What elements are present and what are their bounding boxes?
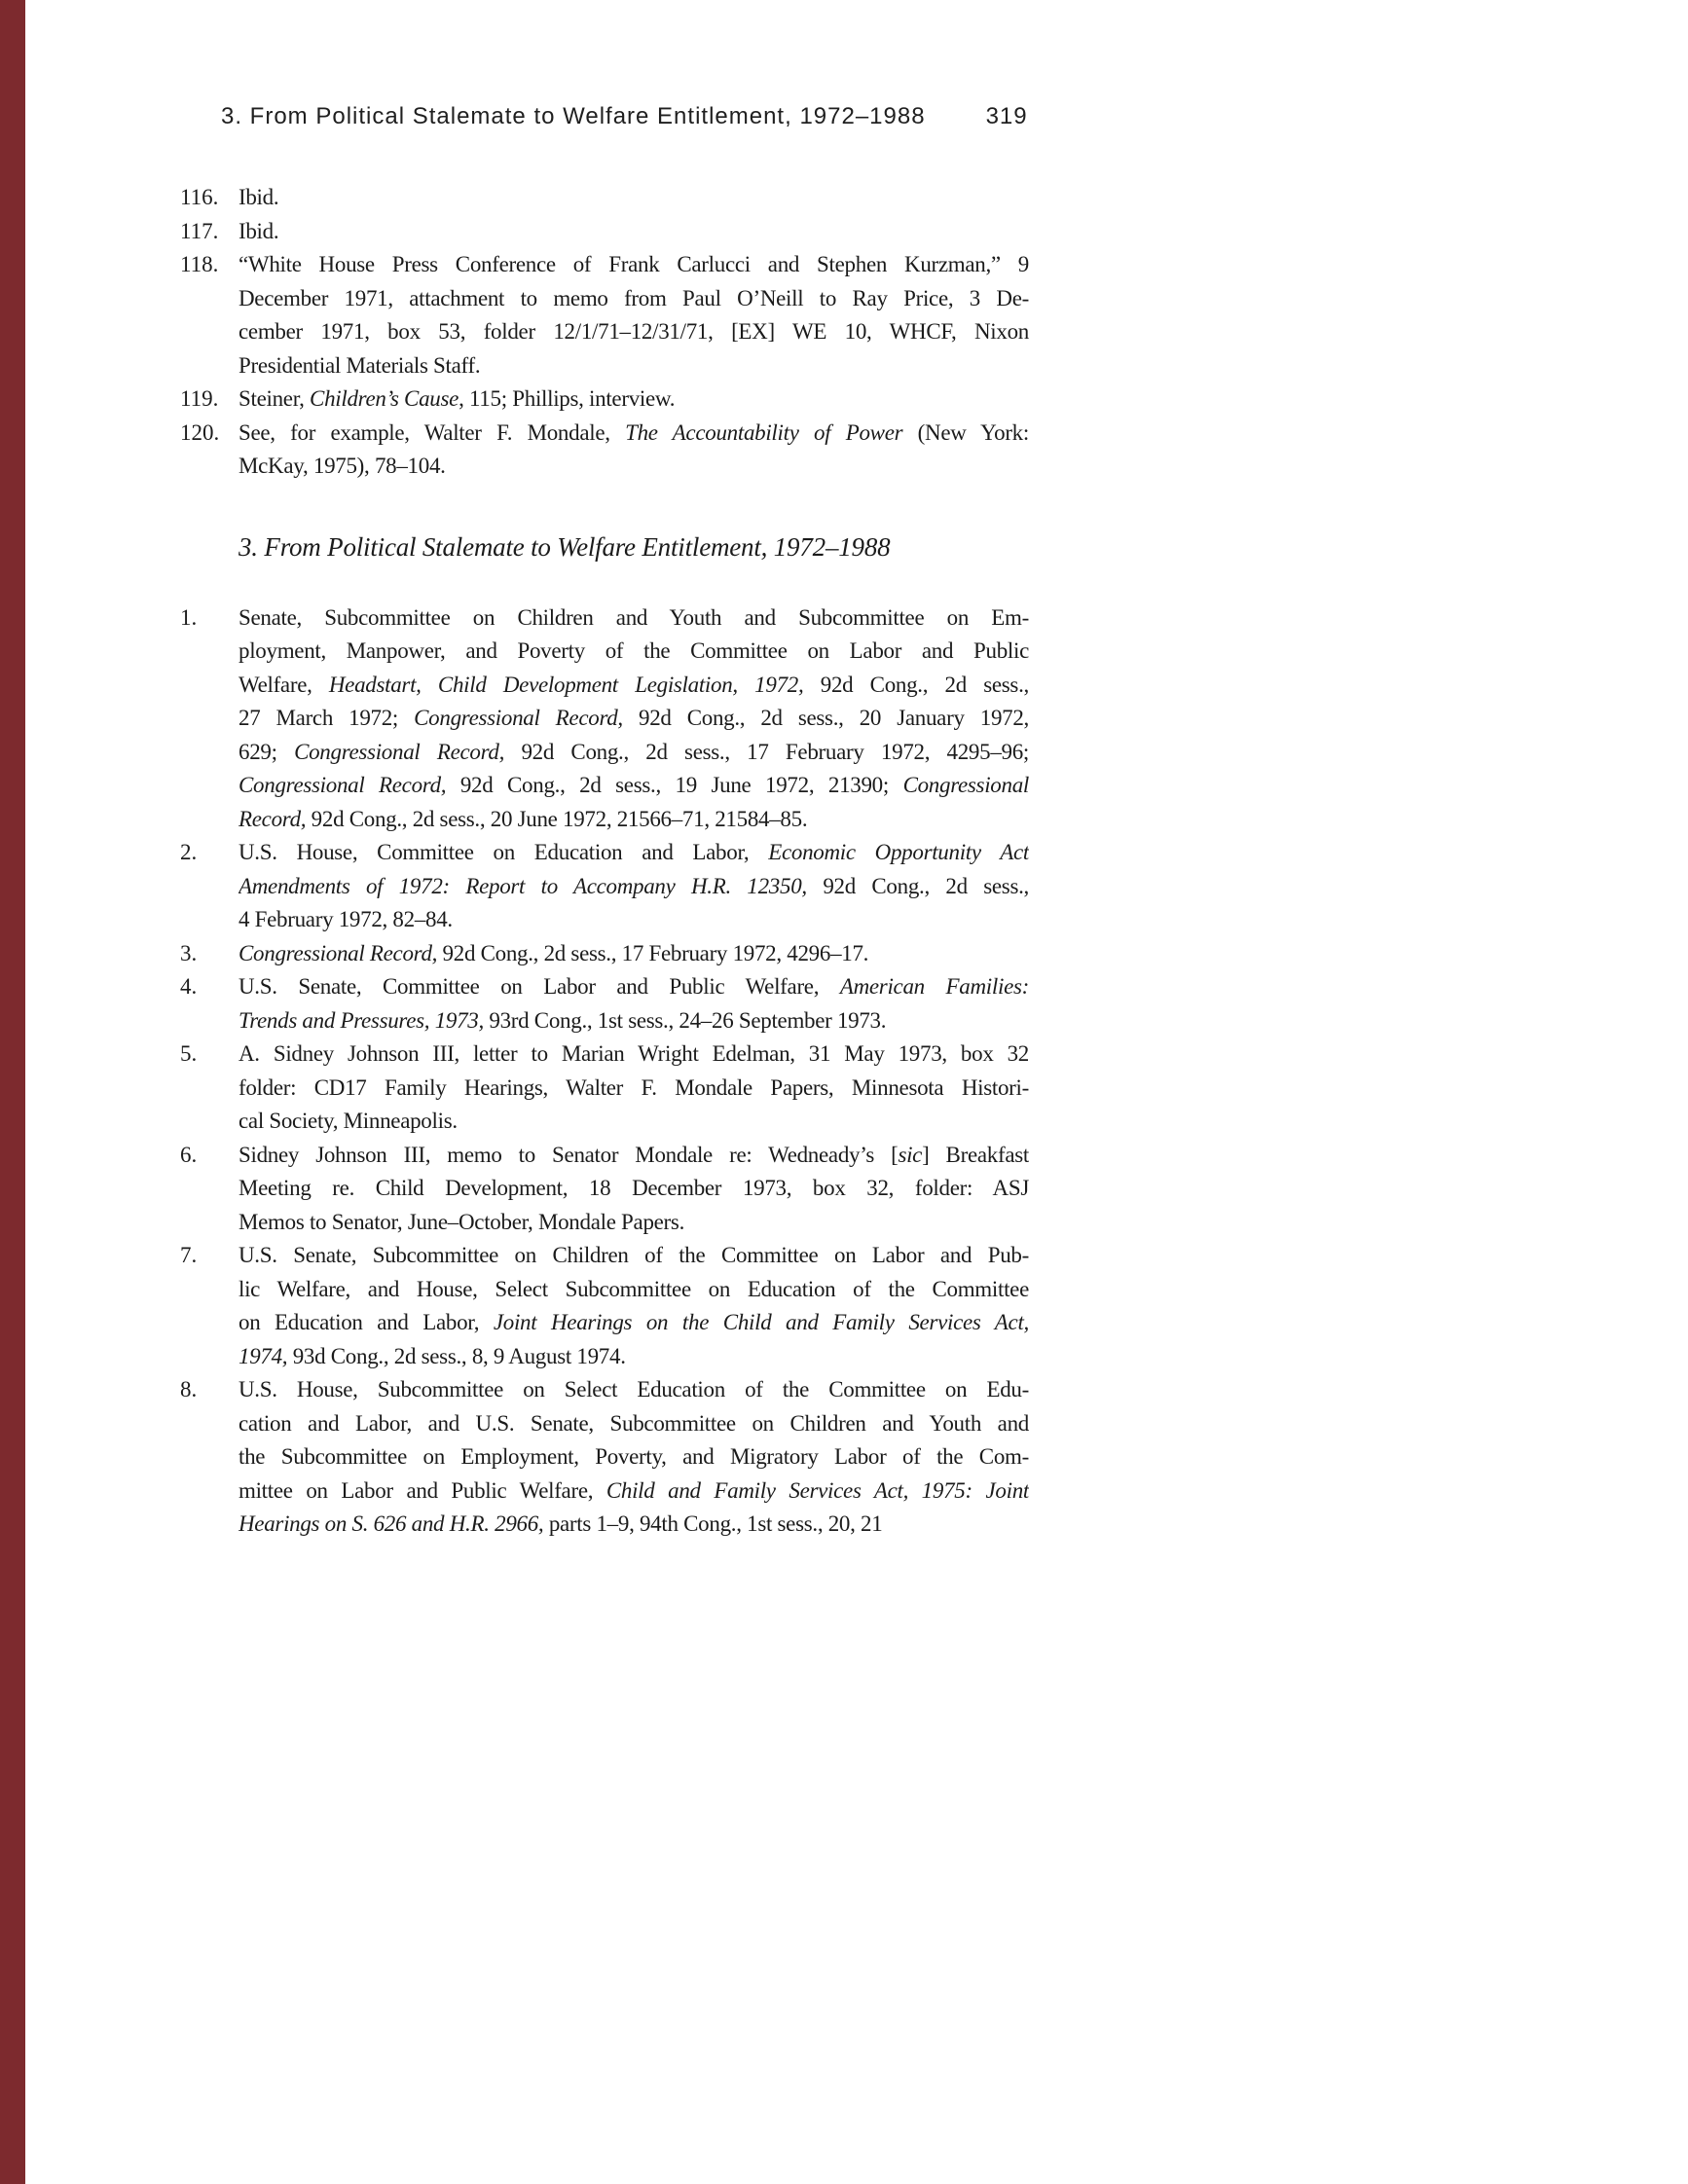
endnote-line [239, 181, 1029, 215]
text-segment: Memos to Senator, June–October, Mondale Papers. [239, 1209, 685, 1234]
chapter-notes-heading: 3. From Political Stalemate to Welfare Entitlement, 1972–1988 [239, 531, 891, 562]
text-segment: U.S. House, Subcommittee on Select Education of the Committee on Edu- [239, 1377, 1029, 1401]
endnote-line [239, 601, 1029, 636]
text-segment: 92d Cong., 2d sess., 17 February 1972, 4296–17. [437, 940, 869, 965]
endnote-line [239, 1440, 1029, 1474]
endnote-text [239, 970, 1029, 1037]
text-segment: “White House Press Conference of Frank Carlucci and Stephen Kurzman,” 9 [239, 252, 1029, 276]
endnote-text [239, 248, 1029, 382]
endnote-line [239, 736, 1029, 770]
text-segment: Ibid. [239, 185, 279, 209]
text-segment: Presidential Materials Staff. [239, 352, 481, 378]
endnote-line [239, 635, 1029, 669]
text-segment: (New York: [902, 419, 1029, 445]
endnote-line [239, 702, 1029, 736]
endnote-text [239, 1373, 1029, 1542]
endnote-line [239, 417, 1029, 451]
endnote [180, 937, 1029, 971]
text-segment: December 1971, attachment to memo from Paul O’Neill to Ray Price, 3 De- [239, 285, 1029, 310]
endnote-line [239, 1239, 1029, 1273]
endnote [180, 601, 1029, 837]
italic-citation-segment: American Families: [839, 974, 1029, 999]
endnote-line [239, 1072, 1029, 1106]
text-segment: 4 February 1972, 82–84. [239, 907, 453, 931]
text-segment: See, for example, Walter F. Mondale, [239, 419, 626, 445]
endnote-line [239, 1139, 1029, 1173]
text-segment: folder: CD17 Family Hearings, Walter F. Mondale Papers, Minnesota Histori- [239, 1074, 1029, 1100]
endnote [180, 248, 1029, 382]
text-segment: the Subcommittee on Employment, Poverty, and Migratory Labor of the Com- [239, 1444, 1029, 1469]
endnote-text [239, 1139, 1029, 1240]
endnote [180, 1037, 1029, 1139]
endnote-line [239, 903, 1029, 937]
running-head-title: 3. From Political Stalemate to Welfare Entitlement, 1972–1988 [221, 103, 926, 129]
endnote-line [239, 349, 1029, 383]
text-segment: Welfare, [239, 672, 329, 697]
endnote-line [239, 382, 1029, 417]
endnote-text [239, 215, 1029, 249]
endnote-line [239, 215, 1029, 249]
endnote-line [239, 970, 1029, 1004]
endnote-line [239, 1206, 1029, 1240]
text-segment: 629; [239, 739, 295, 764]
endnote-line [239, 1004, 1029, 1038]
text-segment: mittee on Labor and Public Welfare, [239, 1477, 606, 1503]
text-segment: McKay, 1975), 78–104. [239, 454, 446, 478]
endnote-text [239, 1037, 1029, 1139]
endnote-line [239, 1037, 1029, 1072]
endnote-line [239, 1340, 1029, 1374]
endnote-number: 119. [180, 386, 219, 411]
italic-citation-segment: Trends and Pressures, 1973, [239, 1007, 484, 1033]
endnote-number: 8. [180, 1377, 198, 1401]
italic-citation-segment: Hearings on S. 626 and H.R. 2966, [239, 1511, 544, 1536]
italic-citation-segment: Children’s Cause [310, 386, 459, 411]
running-head [221, 102, 1688, 131]
text-segment: cember 1971, box 53, folder 12/1/71–12/31/71, [EX] WE 10, WHCF, Nixon [239, 319, 1029, 344]
endnote-number: 6. [180, 1142, 198, 1167]
text-segment: 92d Cong., 2d sess., [803, 672, 1029, 697]
endnote-line [239, 450, 1029, 484]
endnote-line [239, 1172, 1029, 1206]
text-segment: parts 1–9, 94th Cong., 1st sess., 20, 21 [543, 1511, 883, 1536]
italic-citation-segment: Headstart, Child Development Legislation, 1972, [328, 672, 804, 697]
endnote-number: 117. [180, 218, 219, 243]
endnote-line [239, 1474, 1029, 1509]
endnote [180, 382, 1029, 417]
endnote-line [239, 315, 1029, 349]
text-segment: ] Breakfast [922, 1142, 1029, 1167]
endnote-text [239, 601, 1029, 837]
endnote-line [239, 870, 1029, 904]
endnotes-list-previous-chapter [180, 181, 1029, 484]
endnote-line [239, 803, 1029, 837]
italic-citation-segment: Congressional Record, [414, 706, 623, 730]
endnote-line [239, 1373, 1029, 1407]
endnote [180, 1139, 1029, 1240]
italic-citation-segment: Congressional Record, [239, 940, 438, 965]
italic-citation-segment: 1974, [239, 1343, 288, 1368]
text-segment: 93rd Cong., 1st sess., 24–26 September 1973. [483, 1007, 887, 1033]
text-segment: Ibid. [239, 218, 279, 243]
italic-citation-segment: Congressional Record, [239, 773, 447, 797]
endnote-number: 1. [180, 604, 198, 630]
endnote-line [239, 1273, 1029, 1307]
endnote-number: 116. [180, 185, 219, 209]
endnote-text [239, 181, 1029, 215]
text-segment: lic Welfare, and House, Select Subcommittee on Education of the Committee [239, 1276, 1029, 1301]
endnote [180, 970, 1029, 1037]
endnote-line [239, 1105, 1029, 1139]
endnote [180, 1373, 1029, 1542]
page-number: 319 [985, 103, 1028, 129]
endnote-line [239, 769, 1029, 803]
endnote-number: 120. [180, 419, 220, 445]
endnote-line [239, 1306, 1029, 1340]
text-segment: 92d Cong., 2d sess., 19 June 1972, 21390; [446, 773, 903, 797]
endnote-text [239, 417, 1029, 484]
text-segment: 92d Cong., 2d sess., 20 June 1972, 21566–71, 21584–85. [306, 806, 808, 831]
text-segment: 92d Cong., 2d sess., 20 January 1972, [622, 706, 1029, 730]
endnote-number: 118. [180, 252, 219, 276]
text-segment: U.S. House, Committee on Education and Labor, [239, 840, 769, 864]
endnote-line [239, 1508, 1029, 1542]
endnote [180, 1239, 1029, 1373]
italic-citation-segment: Joint Hearings on the Child and Family Services Act, [493, 1310, 1029, 1334]
text-segment: 93d Cong., 2d sess., 8, 9 August 1974. [287, 1343, 626, 1368]
text-segment: cation and Labor, and U.S. Senate, Subcommittee on Children and Youth and [239, 1410, 1029, 1436]
italic-citation-segment: Economic Opportunity Act [768, 840, 1029, 864]
text-segment: cal Society, Minneapolis. [239, 1109, 458, 1133]
endnote-line [239, 937, 1029, 971]
text-segment: 27 March 1972; [239, 706, 415, 730]
text-segment: 92d Cong., 2d sess., 17 February 1972, 4295–96; [504, 739, 1029, 764]
text-segment: A. Sidney Johnson III, letter to Marian Wright Edelman, 31 May 1973, box 32 [239, 1041, 1029, 1066]
endnote-line [239, 1407, 1029, 1441]
endnotes-list-chapter-3 [180, 601, 1029, 1542]
italic-citation-segment: Child and Family Services Act, 1975: Joint [605, 1477, 1029, 1503]
endnote-number: 3. [180, 940, 198, 965]
endnote-line [239, 669, 1029, 703]
text-segment: U.S. Senate, Committee on Labor and Public Welfare, [239, 974, 840, 999]
italic-citation-segment: The Accountability of Power [625, 419, 903, 445]
endnote [180, 836, 1029, 937]
endnote-number: 4. [180, 974, 198, 999]
endnote-number: 2. [180, 840, 198, 864]
italic-citation-segment: Amendments of 1972: Report to Accompany H.R. 12350, [239, 873, 807, 898]
text-segment: Meeting re. Child Development, 18 December 1973, box 32, folder: ASJ [239, 1176, 1029, 1200]
endnote [180, 417, 1029, 484]
endnote-line [239, 248, 1029, 282]
text-segment: Senate, Subcommittee on Children and Youth and Subcommittee on Em- [239, 604, 1029, 630]
text-segment: ployment, Manpower, and Poverty of the Committee on Labor and Public [239, 638, 1029, 663]
endnote-text [239, 937, 1029, 971]
italic-citation-segment: Record, [239, 806, 307, 831]
italic-citation-segment: Congressional Record, [294, 739, 505, 764]
endnote-number: 7. [180, 1243, 198, 1267]
endnote-text [239, 1239, 1029, 1373]
endnote-number: 5. [180, 1041, 198, 1066]
endnote-text [239, 382, 1029, 417]
text-segment: U.S. Senate, Subcommittee on Children of the Committee on Labor and Pub- [239, 1243, 1029, 1267]
text-segment: , 115; Phillips, interview. [459, 386, 676, 411]
endnote [180, 181, 1029, 215]
italic-citation-segment: Congressional [902, 773, 1029, 797]
italic-citation-segment: sic [898, 1142, 923, 1167]
text-segment: 92d Cong., 2d sess., [806, 873, 1029, 898]
endnote-line [239, 836, 1029, 870]
endnote [180, 215, 1029, 249]
endnote-text [239, 836, 1029, 937]
text-segment: Sidney Johnson III, memo to Senator Mondale re: Wedneady’s [ [239, 1142, 899, 1167]
text-segment: Steiner, [239, 386, 311, 411]
endnote-line [239, 282, 1029, 316]
text-segment: on Education and Labor, [239, 1310, 494, 1334]
